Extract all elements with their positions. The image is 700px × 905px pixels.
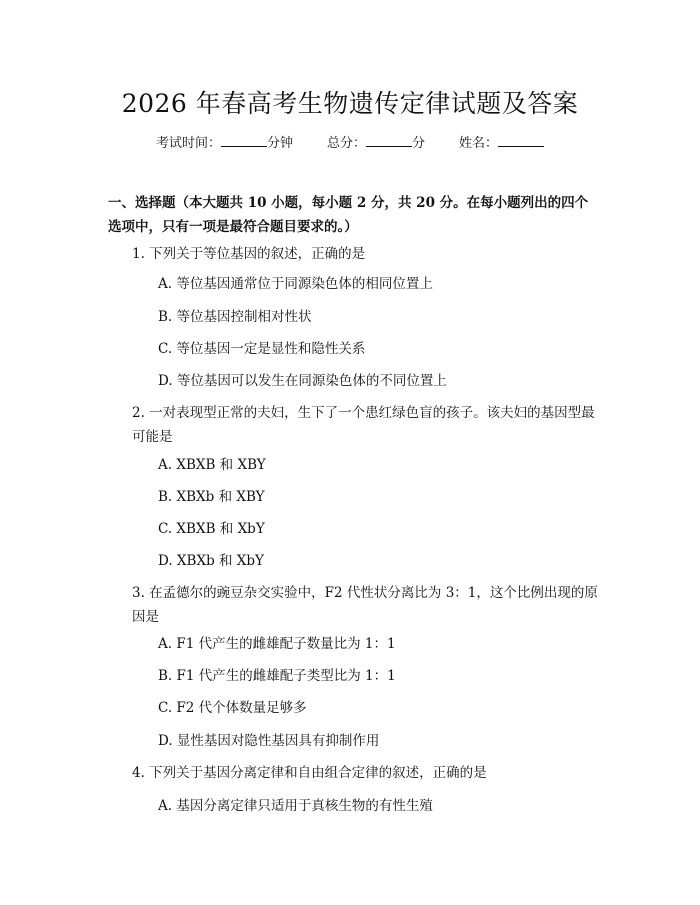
score-blank[interactable] xyxy=(366,134,412,147)
question-option[interactable]: B. F1 代产生的雌雄配子类型比为 1：1 xyxy=(158,668,396,684)
question-option[interactable]: A. XBXB 和 XBY xyxy=(158,457,266,473)
time-blank[interactable] xyxy=(221,134,267,147)
question-option[interactable]: A. F1 代产生的雌雄配子数量比为 1：1 xyxy=(158,636,396,652)
question-option[interactable]: D. 等位基因可以发生在同源染色体的不同位置上 xyxy=(158,373,447,389)
question-stem: 4. 下列关于基因分离定律和自由组合定律的叙述，正确的是 xyxy=(132,765,487,781)
question-stem: 1. 下列关于等位基因的叙述，正确的是 xyxy=(132,246,366,262)
time-label: 考试时间： xyxy=(155,136,221,151)
question-option[interactable]: C. F2 代个体数量足够多 xyxy=(158,700,307,716)
question-stem: 3. 在孟德尔的豌豆杂交实验中，F2 代性状分离比为 3：1，这个比例出现的原因是 xyxy=(132,585,598,625)
page-title: 2026 年春高考生物遗传定律试题及答案 xyxy=(121,89,579,118)
name-blank[interactable] xyxy=(498,134,544,147)
name-label: 姓名： xyxy=(459,136,499,151)
question-option[interactable]: D. XBXb 和 XbY xyxy=(158,553,264,569)
question-option[interactable]: C. XBXB 和 XbY xyxy=(158,521,265,537)
section-heading: 一、选择题（本大题共 10 小题，每小题 2 分，共 20 分。在每小题列出的四个选项中，只有一项是最符合题目要求的。） xyxy=(108,195,589,235)
score-label: 总分： xyxy=(326,136,366,151)
question-option[interactable]: D. 显性基因对隐性基因具有抑制作用 xyxy=(158,733,380,749)
question-option[interactable]: A. 等位基因通常位于同源染色体的相同位置上 xyxy=(158,276,433,292)
exam-meta xyxy=(0,132,700,151)
time-unit: 分钟 xyxy=(266,136,293,151)
question-option[interactable]: B. XBXb 和 XBY xyxy=(158,489,265,505)
question-stem: 2. 一对表现型正常的夫妇，生下了一个患红绿色盲的孩子。该夫妇的基因型最可能是 xyxy=(132,405,595,445)
question-option[interactable]: A. 基因分离定律只适用于真核生物的有性生殖 xyxy=(158,798,433,814)
score-unit: 分 xyxy=(412,136,426,151)
question-option[interactable]: B. 等位基因控制相对性状 xyxy=(158,309,312,325)
question-option[interactable]: C. 等位基因一定是显性和隐性关系 xyxy=(158,341,366,357)
